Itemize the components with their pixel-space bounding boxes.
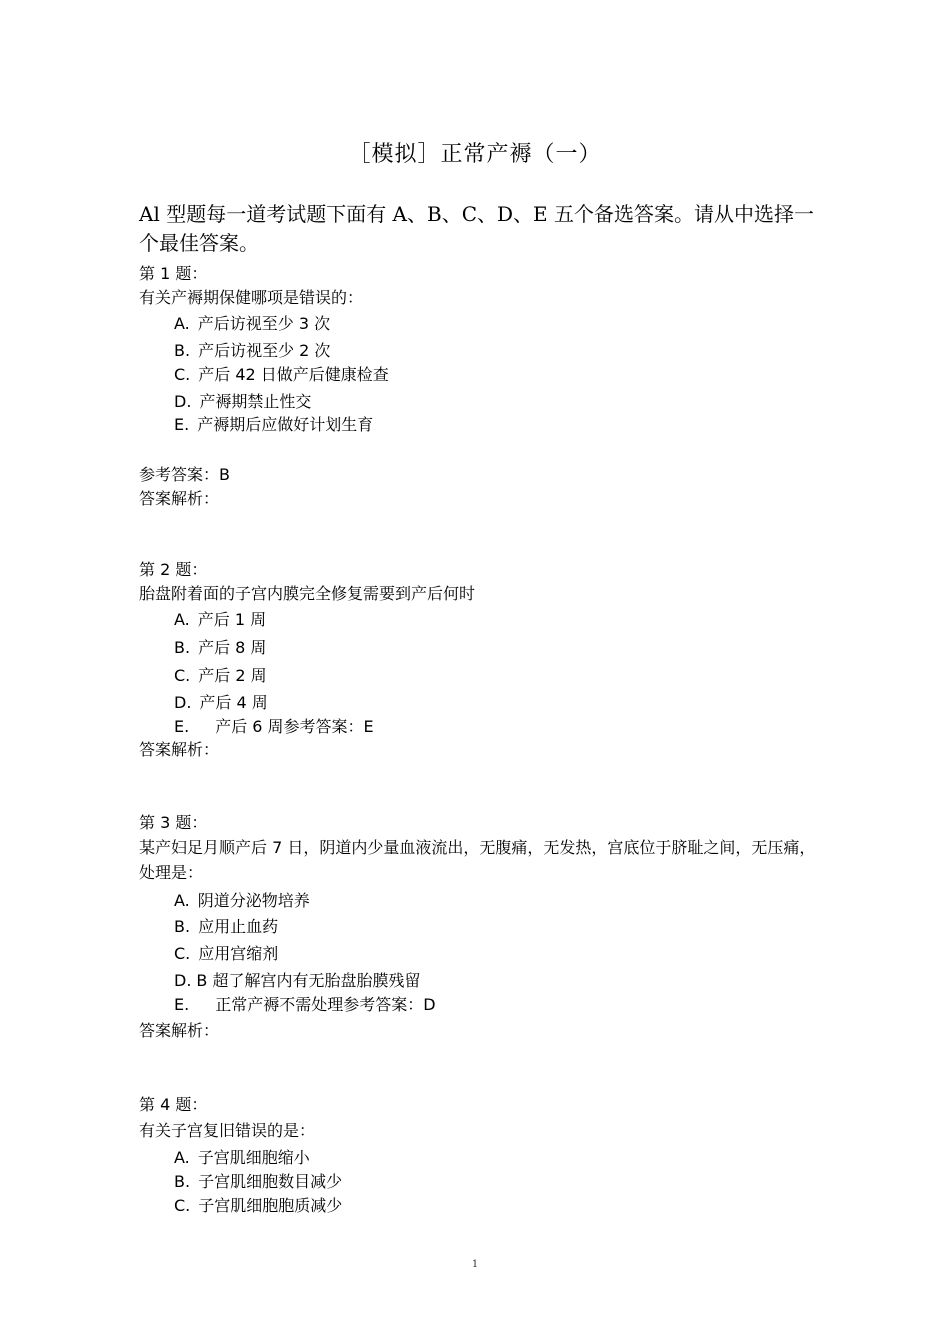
question-4-option-b[interactable] [174, 1171, 342, 1193]
question-1-answer: 参考答案：B [139, 465, 230, 484]
question-4-option-c[interactable] [174, 1195, 342, 1217]
question-2-option-b[interactable] [174, 637, 266, 659]
question-2-option-a[interactable] [174, 609, 266, 631]
option-letter: E. [174, 415, 190, 434]
option-text: 产后 42 日做产后健康检查 [198, 365, 389, 384]
option-letter: A. [174, 891, 190, 910]
option-text: 子宫肌细胞缩小 [197, 1148, 310, 1167]
question-2-option-d[interactable] [174, 692, 268, 714]
option-text: 应用止血药 [198, 917, 279, 936]
page-title: ［模拟］正常产褥（一） [348, 142, 602, 167]
option-letter: C. [174, 944, 191, 963]
question-4-number: 第 4 题： [139, 1095, 208, 1114]
page-number: 1 [471, 1259, 479, 1270]
section-instructions: Al 型题每一道考试题下面有 A、B、C、D、E 五个备选答案。请从中选择一个最佳答案。 [139, 202, 814, 255]
question-3-analysis: 答案解析： [139, 1021, 220, 1040]
option-letter: A. [174, 1148, 190, 1167]
option-letter: C. [174, 1196, 191, 1215]
question-3-option-d[interactable] [174, 970, 420, 992]
question-1-option-a[interactable] [174, 313, 330, 335]
option-text: 应用宫缩剂 [198, 944, 279, 963]
question-1-option-e[interactable] [174, 414, 373, 436]
question-3-option-c[interactable] [174, 943, 278, 965]
option-letter: E. [174, 717, 190, 736]
option-text: 产后访视至少 2 次 [198, 341, 331, 360]
option-letter: C. [174, 365, 191, 384]
question-1-analysis: 答案解析： [139, 489, 220, 508]
option-letter: D. [174, 693, 192, 712]
option-text: B 超了解宫内有无胎盘胎膜残留 [196, 971, 421, 990]
question-3-option-b[interactable] [174, 916, 278, 938]
option-text: 子宫肌细胞胞质减少 [198, 1196, 343, 1215]
question-3-number: 第 3 题： [139, 813, 208, 832]
option-letter: B. [174, 1172, 191, 1191]
option-text: 产褥期后应做好计划生育 [197, 415, 374, 434]
question-2-stem: 胎盘附着面的子宫内膜完全修复需要到产后何时 [139, 584, 476, 603]
option-text: 正常产褥不需处理参考答案：D [215, 995, 436, 1014]
option-text: 产后访视至少 3 次 [197, 314, 331, 333]
option-letter: D. [174, 392, 192, 411]
option-letter: A. [174, 314, 190, 333]
option-text: 产褥期禁止性交 [199, 392, 312, 411]
option-text: 产后 6 周参考答案：E [215, 717, 374, 736]
question-2-option-e[interactable] [174, 716, 374, 738]
question-1-option-c[interactable] [174, 364, 389, 386]
option-letter: D. [174, 971, 192, 990]
question-4-option-a[interactable] [174, 1147, 310, 1169]
option-text: 产后 2 周 [198, 666, 267, 685]
question-3-option-a[interactable] [174, 890, 310, 912]
question-1-stem: 有关产褥期保健哪项是错误的： [139, 288, 364, 307]
question-1-number: 第 1 题： [139, 264, 208, 283]
option-text: 阴道分泌物培养 [197, 891, 310, 910]
question-1-option-d[interactable] [174, 391, 311, 413]
option-text: 产后 1 周 [197, 610, 267, 629]
option-letter: A. [174, 610, 190, 629]
option-letter: C. [174, 666, 191, 685]
option-text: 子宫肌细胞数目减少 [198, 1172, 343, 1191]
question-2-number: 第 2 题： [139, 560, 208, 579]
option-text: 产后 4 周 [199, 693, 268, 712]
question-3-option-e[interactable] [174, 994, 436, 1016]
option-letter: E. [174, 995, 190, 1014]
question-3-stem: 某产妇足月顺产后 7 日，阴道内少量血液流出，无腹痛，无发热，宫底位于脐耻之间，无压痛，处理是： [139, 838, 816, 882]
question-2-analysis: 答案解析： [139, 740, 220, 759]
question-1-option-b[interactable] [174, 340, 330, 362]
option-letter: B. [174, 638, 191, 657]
question-4-stem: 有关子宫复旧错误的是： [139, 1121, 316, 1140]
question-2-option-c[interactable] [174, 665, 267, 687]
option-letter: B. [174, 917, 191, 936]
option-letter: B. [174, 341, 191, 360]
option-text: 产后 8 周 [198, 638, 267, 657]
